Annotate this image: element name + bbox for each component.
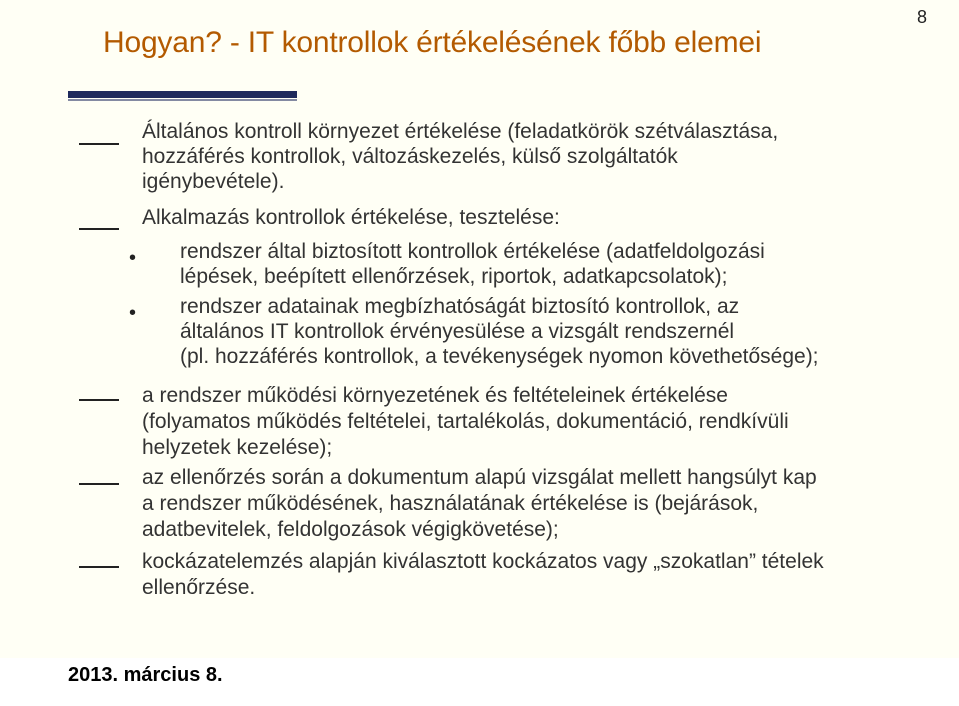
- item-line: helyzetek kezelése);: [142, 436, 333, 459]
- slide-number: 8: [916, 7, 927, 27]
- title-underline: [68, 91, 297, 98]
- item-line: Alkalmazás kontrollok értékelése, tesztelése:: [142, 206, 560, 229]
- item-line: Általános kontroll környezet értékelése (feladatkörök szétválasztása,: [142, 120, 779, 143]
- dash-marker: [79, 483, 119, 485]
- bullet-marker: •: [129, 247, 137, 269]
- item-line: lépések, beépített ellenőrzések, riportok, adatkapcsolatok);: [180, 265, 728, 288]
- dash-marker: [79, 399, 119, 401]
- item-line: rendszer adatainak megbízhatóságát biztosító kontrollok, az: [180, 295, 740, 318]
- bullet-marker: •: [129, 302, 137, 324]
- item-line: kockázatelemzés alapján kiválasztott kockázatos vagy „szokatlan” tételek: [142, 550, 824, 573]
- item-line: adatbevitelek, feldolgozások végigkövetése);: [142, 518, 559, 541]
- item-line: a rendszer működésének, használatának értékelése is (bejárások,: [142, 492, 759, 515]
- item-line: hozzáférés kontrollok, változáskezelés, külső szolgáltatók: [142, 145, 678, 168]
- dash-marker: [79, 228, 119, 230]
- item-line: igénybevétele).: [142, 170, 285, 193]
- item-line: (folyamatos működés feltételei, tartalékolás, dokumentáció, rendkívüli: [142, 410, 789, 433]
- item-line: ellenőrzése.: [142, 576, 256, 599]
- slide-title: Hogyan? - IT kontrollok értékelésének főbb elemei: [103, 26, 762, 59]
- footer-date: 2013. március 8.: [68, 664, 223, 686]
- dash-marker: [79, 566, 119, 568]
- item-line: (pl. hozzáférés kontrollok, a tevékenységek nyomon követhetősége);: [180, 345, 819, 368]
- item-line: az ellenőrzés során a dokumentum alapú vizsgálat mellett hangsúlyt kap: [142, 466, 817, 489]
- item-line: a rendszer működési környezetének és feltételeinek értékelése: [142, 384, 728, 407]
- item-line: általános IT kontrollok érvényesülése a vizsgált rendszernél: [180, 320, 735, 343]
- title-underline-thin: [68, 99, 297, 101]
- item-line: rendszer által biztosított kontrollok értékelése (adatfeldolgozási: [180, 240, 765, 263]
- dash-marker: [79, 143, 119, 145]
